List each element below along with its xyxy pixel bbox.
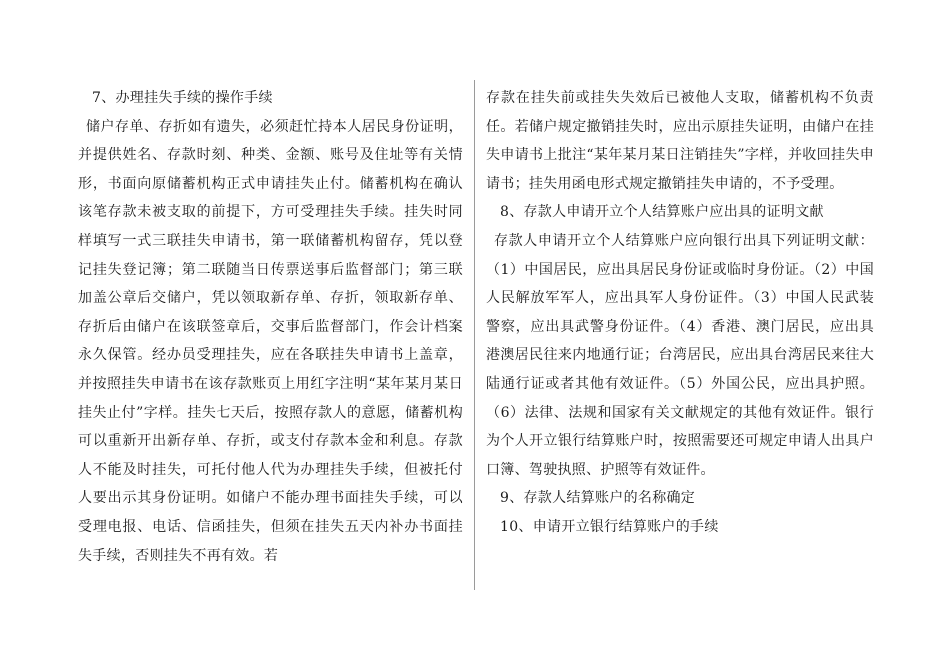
heading-section-9: 9、存款人结算账户的名称确定 [500,490,696,507]
heading-section-7: 7、办理挂失手续的操作手续 [92,90,273,106]
column-divider [474,80,475,590]
heading-section-8: 8、存款人申请开立个人结算账户应出具的证明文献 [500,204,824,221]
right-column [486,84,874,542]
paragraph-section-7-continued: 存款在挂失前或挂失失效后已被他人支取，储蓄机构不负责任。若储户规定撤销挂失时，应出示原挂失证明，由储户在挂失申请书上批注“某年某月某日注销挂失”字样，并收回挂失申请书；挂失用函电形式规定撤销挂失申请的，不予受理。 [486,90,874,192]
left-column [78,84,463,570]
paragraph-section-8: 存款人申请开立个人结算账户应向银行出具下列证明文献：（1）中国居民，应出具居民身份证或临时身份证。（2）中国人民解放军军人，应出具军人身份证件。（3）中国人民武装警察，应出具武警身份证件。（4）香港、澳门居民，应出具港澳居民往来内地通行证；台湾居民，应出具台湾居民来往大陆通行证或者其他有效证件。（5）外国公民，应出具护照。（6）法律、法规和国家有关文献规定的其他有效证件。银行为个人开立银行结算账户时，按照需要还可规定申请人出具户口簿、驾驶执照、护照等有效证件。 [486,232,874,478]
paragraph-section-7: 储户存单、存折如有遗失，必须赶忙持本人居民身份证明，并提供姓名、存款时刻、种类、金额、账号及住址等有关情形，书面向原储蓄机构正式申请挂失止付。储蓄机构在确认该笔存款未被支取的前提下，方可受理挂失手续。挂失时同样填写一式三联挂失申请书，第一联储蓄机构留存，凭以登记挂失登记簿；第二联随当日传票送事后监督部门；第三联加盖公章后交储户，凭以领取新存单、存折，领取新存单、存折后由储户在该联签章后，交事后监督部门，作会计档案永久保管。经办员受理挂失，应在各联挂失申请书上盖章，并按照挂失申请书在该存款账页上用红字注明“某年某月某日挂失止付”字样。挂失七天后，按照存款人的意愿，储蓄机构可以重新开出新存单、存折，或支付存款本金和利息。存款人不能及时挂失，可托付他人代为办理挂失手续，但被托付人要出示其身份证明。如储户不能办理书面挂失手续，可以受理电报、电话、信函挂失，但须在挂失五天内补办书面挂失手续，否则挂失不再有效。若 [78,118,463,564]
heading-section-10: 10、申请开立银行结算账户的手续 [500,518,719,535]
